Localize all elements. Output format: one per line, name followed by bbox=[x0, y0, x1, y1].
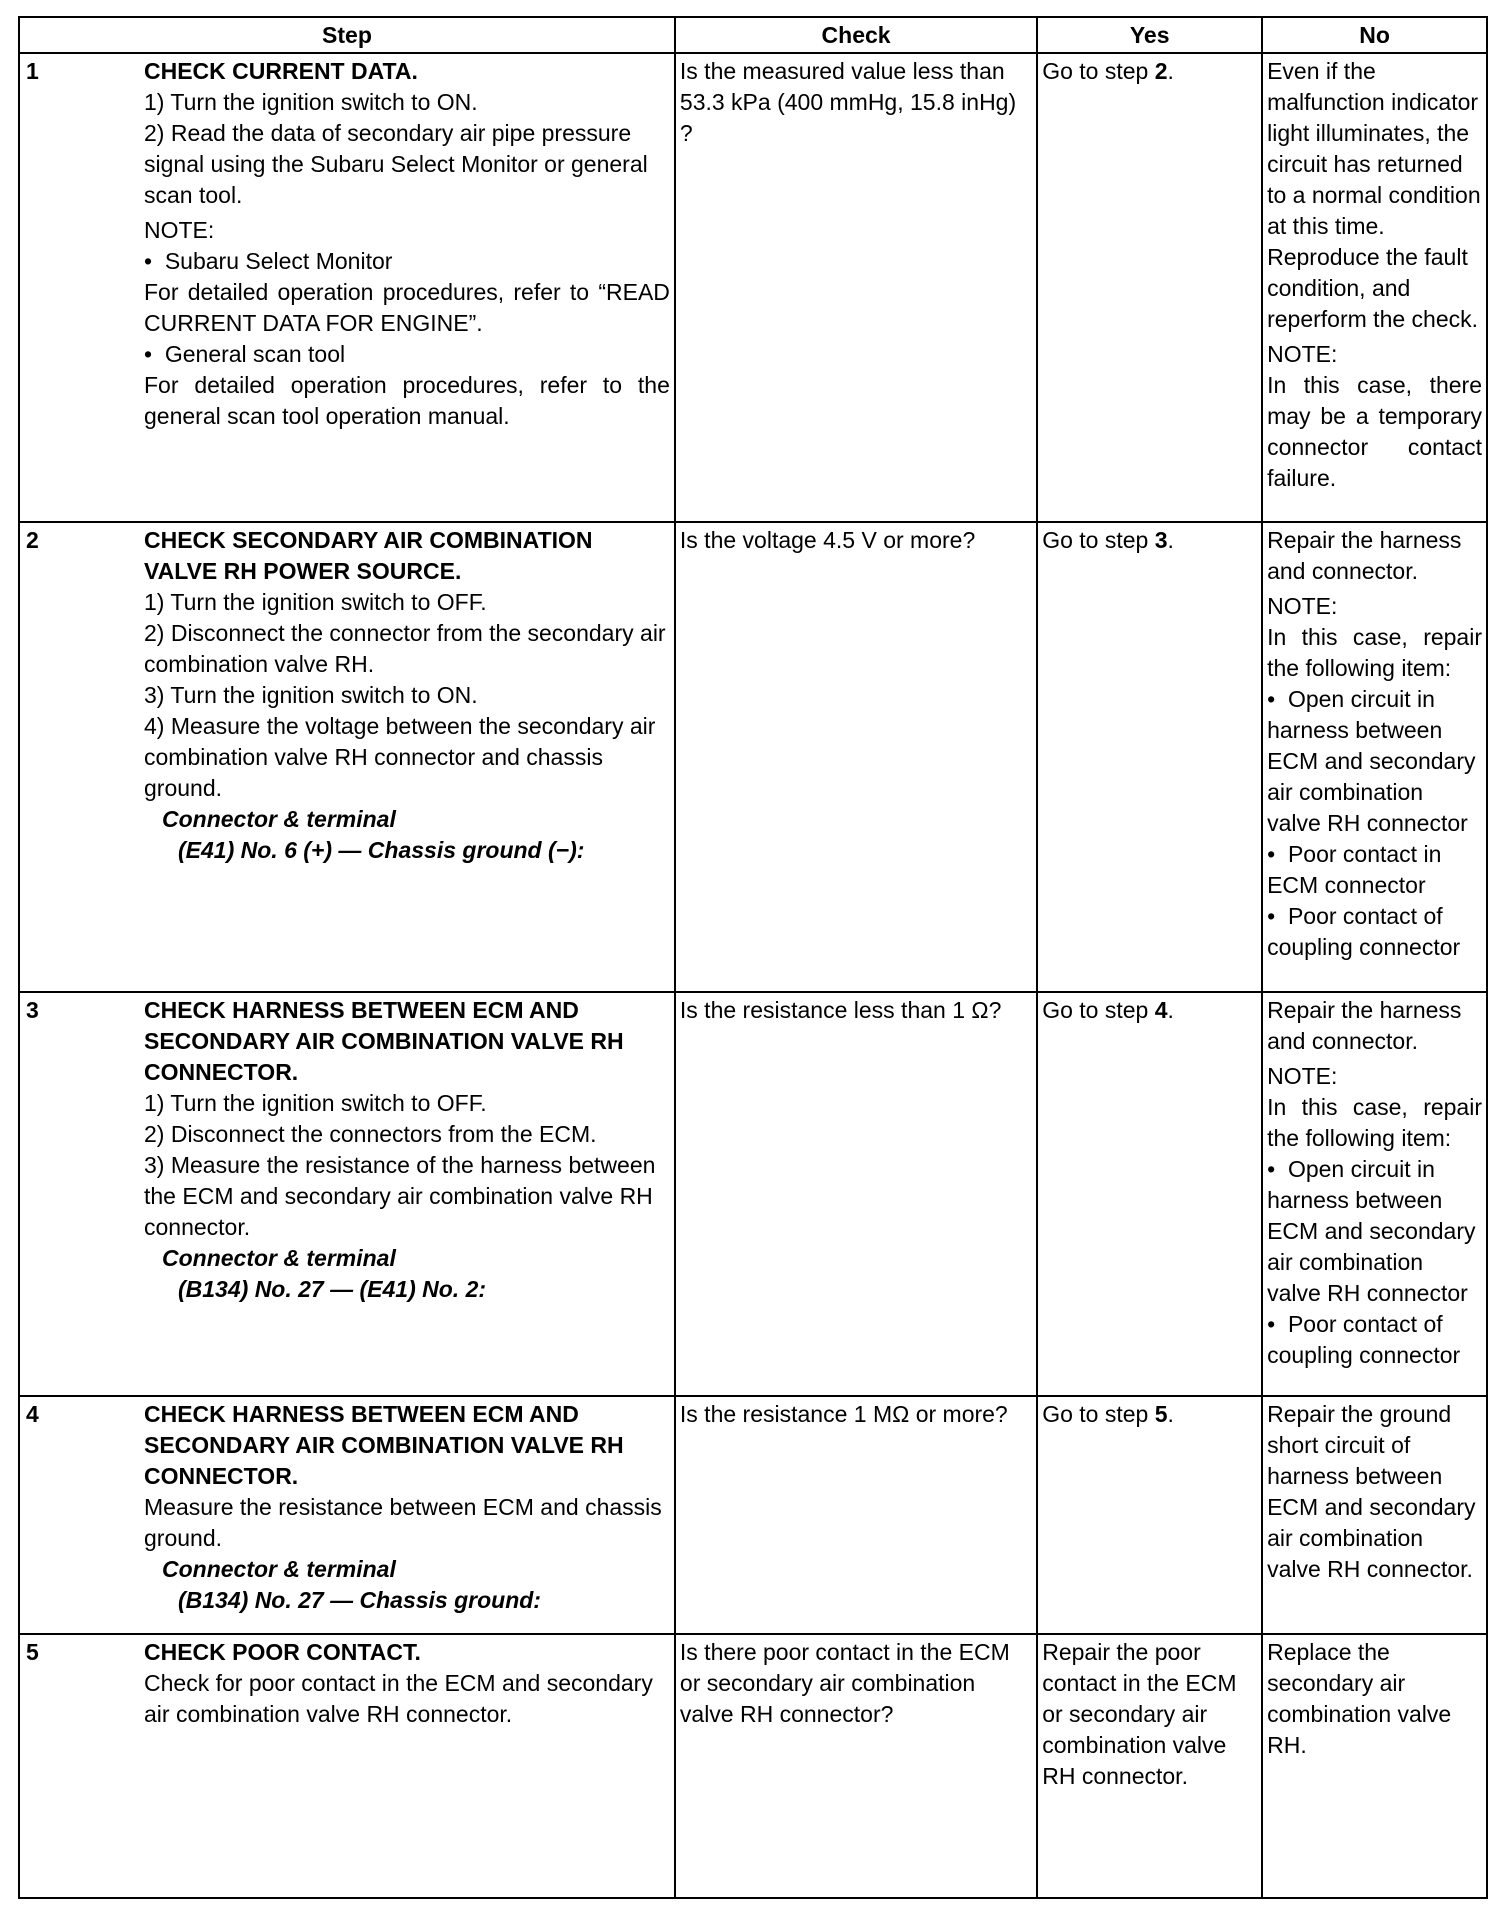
step-number: 2 bbox=[26, 527, 39, 554]
step-line: 2) Disconnect the connector from the secondary air combination valve RH. bbox=[144, 620, 666, 678]
step-title: CHECK HARNESS BETWEEN ECM AND SECONDARY AIR COMBINATION VALVE RH CONNECTOR. bbox=[144, 1400, 624, 1489]
step-line: 4) Measure the voltage between the secondary air combination valve RH connector and chassis ground. bbox=[144, 713, 656, 802]
check-cell: Is the voltage 4.5 V or more? bbox=[675, 522, 1037, 991]
yes-step: 5 bbox=[1154, 1400, 1168, 1427]
yes-suffix: . bbox=[1167, 996, 1174, 1023]
no-note-label: NOTE: bbox=[1267, 1062, 1338, 1089]
no-text: Repair the harness and connector. bbox=[1267, 527, 1462, 585]
step-title: CHECK HARNESS BETWEEN ECM AND SECONDARY AIR COMBINATION VALVE RH CONNECTOR. bbox=[144, 996, 624, 1085]
check-cell: Is the resistance 1 MΩ or more? bbox=[675, 1396, 1037, 1634]
no-text: Even if the malfunction indicator light illuminates, the circuit has returned to a normal condition at this time. Reproduce the fault condition, and reperform the check. bbox=[1267, 58, 1481, 332]
note-bullet: • General scan tool bbox=[144, 339, 670, 370]
no-cell bbox=[1262, 522, 1487, 991]
no-bullet: • Poor contact in ECM connector bbox=[1267, 839, 1482, 901]
step-body bbox=[144, 1397, 674, 1620]
step-cell bbox=[19, 1396, 675, 1634]
connector-value: (B134) No. 27 — (E41) No. 2: bbox=[178, 1275, 487, 1302]
header-check: Check bbox=[675, 17, 1037, 53]
step-line: 3) Measure the resistance of the harness between the ECM and secondary air combination valve RH connector. bbox=[144, 1151, 656, 1240]
step-number: 5 bbox=[26, 1638, 39, 1665]
connector-value: (E41) No. 6 (+) — Chassis ground (−): bbox=[178, 837, 585, 864]
step-line: Measure the resistance between ECM and chassis ground. bbox=[144, 1493, 662, 1551]
step-line: 3) Turn the ignition switch to ON. bbox=[144, 682, 478, 709]
yes-prefix: Go to step bbox=[1042, 1400, 1155, 1427]
step-body bbox=[144, 523, 674, 870]
step-number: 3 bbox=[26, 996, 39, 1023]
table-row bbox=[19, 53, 1487, 522]
yes-prefix: Go to step bbox=[1042, 58, 1155, 84]
check-cell: Is the resistance less than 1 Ω? bbox=[675, 992, 1037, 1396]
header-yes: Yes bbox=[1037, 17, 1262, 53]
no-cell bbox=[1262, 53, 1487, 522]
no-cell: Replace the secondary air combination valve RH. bbox=[1262, 1634, 1487, 1898]
connector-value: (B134) No. 27 — Chassis ground: bbox=[178, 1586, 541, 1613]
no-bullet: • Poor contact of coupling connector bbox=[1267, 1309, 1482, 1371]
no-cell: Repair the ground short circuit of harness between ECM and secondary air combination valve RH connector. bbox=[1262, 1396, 1487, 1634]
step-line: Check for poor contact in the ECM and secondary air combination valve RH connector. bbox=[144, 1669, 653, 1727]
note-text: For detailed operation procedures, refer to “READ CURRENT DATA FOR ENGINE”. bbox=[144, 279, 670, 336]
step-cell bbox=[19, 53, 675, 522]
note-bullet: • Subaru Select Monitor bbox=[144, 246, 670, 277]
yes-cell bbox=[1037, 522, 1262, 991]
check-cell: Is the measured value less than 53.3 kPa (400 mmHg, 15.8 inHg) ? bbox=[675, 53, 1037, 522]
no-note-text: In this case, repair the following item: bbox=[1267, 1093, 1482, 1151]
check-cell: Is there poor contact in the ECM or secondary air combination valve RH connector? bbox=[675, 1634, 1037, 1898]
no-note-label: NOTE: bbox=[1267, 341, 1338, 367]
connector-label: Connector & terminal bbox=[162, 806, 396, 833]
no-bullet: • Poor contact of coupling connector bbox=[1267, 901, 1482, 963]
diagnostic-table bbox=[18, 16, 1488, 1899]
step-title: CHECK CURRENT DATA. bbox=[144, 58, 418, 84]
yes-suffix: . bbox=[1167, 58, 1174, 84]
step-line: 2) Read the data of secondary air pipe pressure signal using the Subaru Select Monitor or general scan tool. bbox=[144, 120, 648, 208]
yes-suffix: . bbox=[1167, 1400, 1174, 1427]
yes-step: 2 bbox=[1154, 58, 1168, 84]
note-label: NOTE: bbox=[144, 217, 215, 243]
yes-step: 3 bbox=[1154, 527, 1168, 554]
yes-prefix: Go to step bbox=[1042, 527, 1155, 554]
yes-step: 4 bbox=[1154, 996, 1168, 1023]
yes-cell bbox=[1037, 53, 1262, 522]
step-title: CHECK POOR CONTACT. bbox=[144, 1638, 421, 1665]
step-body bbox=[144, 54, 674, 436]
header-step: Step bbox=[19, 17, 675, 53]
table-row bbox=[19, 1396, 1487, 1634]
yes-suffix: . bbox=[1167, 527, 1174, 554]
no-bullet: • Open circuit in harness between ECM and secondary air combination valve RH connector bbox=[1267, 1154, 1482, 1309]
header-row bbox=[19, 17, 1487, 53]
step-line: 1) Turn the ignition switch to OFF. bbox=[144, 1089, 487, 1116]
yes-cell bbox=[1037, 1396, 1262, 1634]
step-number: 4 bbox=[26, 1400, 39, 1427]
step-cell bbox=[19, 1634, 675, 1898]
step-cell bbox=[19, 992, 675, 1396]
no-cell bbox=[1262, 992, 1487, 1396]
table-row bbox=[19, 992, 1487, 1396]
step-body bbox=[144, 1635, 674, 1734]
note-text: For detailed operation procedures, refer to the general scan tool operation manual. bbox=[144, 372, 670, 429]
step-body bbox=[144, 993, 674, 1309]
table-row bbox=[19, 522, 1487, 991]
no-note-text: In this case, there may be a temporary connector contact failure. bbox=[1267, 372, 1482, 491]
yes-cell bbox=[1037, 992, 1262, 1396]
no-bullet: • Open circuit in harness between ECM and secondary air combination valve RH connector bbox=[1267, 684, 1482, 839]
header-no: No bbox=[1262, 17, 1487, 53]
no-note-label: NOTE: bbox=[1267, 593, 1338, 620]
connector-label: Connector & terminal bbox=[162, 1244, 396, 1271]
step-number: 1 bbox=[26, 58, 39, 84]
no-note-text: In this case, repair the following item: bbox=[1267, 624, 1482, 682]
step-line: 1) Turn the ignition switch to OFF. bbox=[144, 589, 487, 616]
table-row bbox=[19, 1634, 1487, 1898]
connector-label: Connector & terminal bbox=[162, 1555, 396, 1582]
yes-cell: Repair the poor contact in the ECM or secondary air combination valve RH connector. bbox=[1037, 1634, 1262, 1898]
step-title: CHECK SECONDARY AIR COMBINATION VALVE RH POWER SOURCE. bbox=[144, 527, 593, 585]
step-cell bbox=[19, 522, 675, 991]
step-line: 2) Disconnect the connectors from the ECM. bbox=[144, 1120, 597, 1147]
step-line: 1) Turn the ignition switch to ON. bbox=[144, 89, 478, 115]
no-text: Repair the harness and connector. bbox=[1267, 996, 1462, 1054]
yes-prefix: Go to step bbox=[1042, 996, 1155, 1023]
